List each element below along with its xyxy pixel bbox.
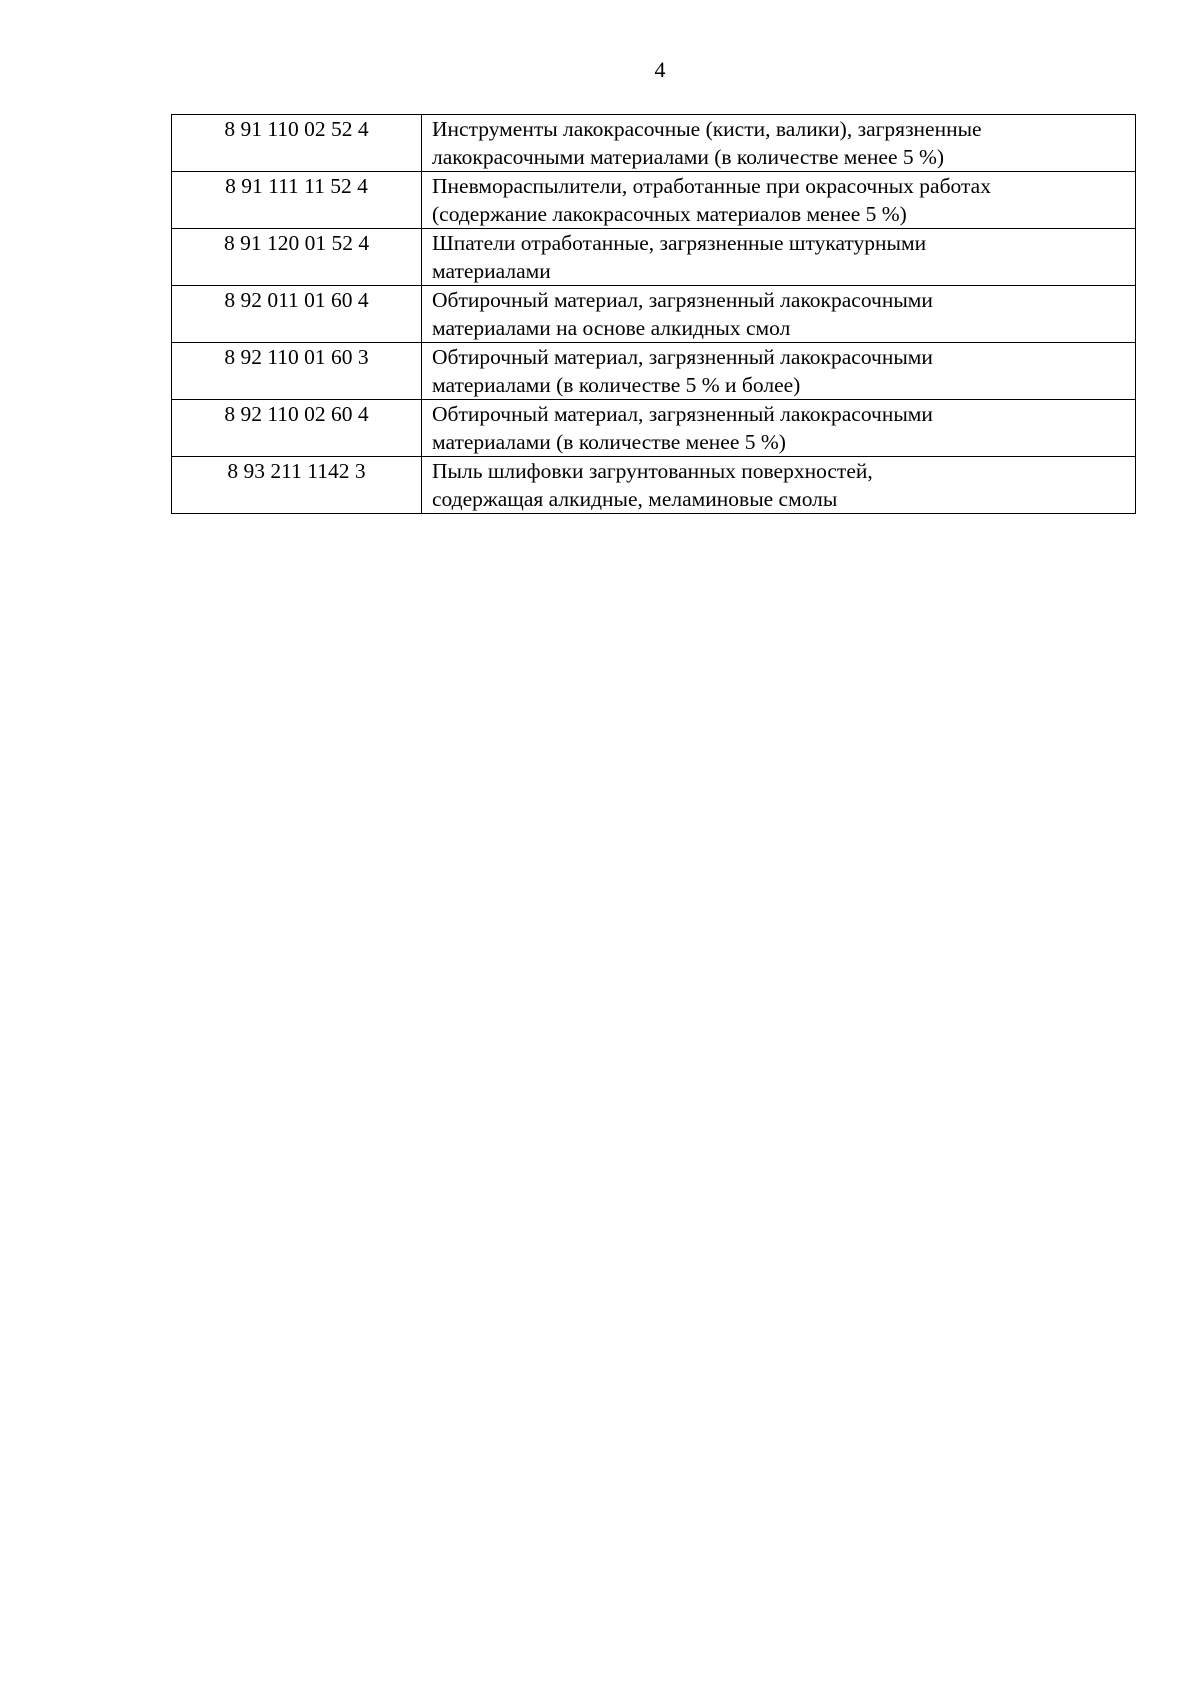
waste-name-line: Пневмораспылители, отработанные при окрасочных работах [432, 174, 991, 198]
table-row [172, 115, 1136, 172]
page-number: 4 [654, 57, 666, 82]
table-row [172, 229, 1136, 286]
waste-name-line: Инструменты лакокрасочные (кисти, валики), загрязненные [432, 117, 982, 141]
waste-name-cell [422, 229, 1136, 286]
waste-name-line: Обтирочный материал, загрязненный лакокрасочными [432, 402, 933, 426]
waste-name-cell [422, 286, 1136, 343]
waste-name-line: содержащая алкидные, меламиновые смолы [432, 487, 838, 511]
waste-name-line: Обтирочный материал, загрязненный лакокрасочными [432, 288, 933, 312]
waste-code-cell: 8 91 120 01 52 4 [172, 229, 422, 286]
waste-code-cell: 8 92 011 01 60 4 [172, 286, 422, 343]
waste-name-line: Шпатели отработанные, загрязненные штукатурными [432, 231, 927, 255]
waste-code-cell: 8 92 110 02 60 4 [172, 400, 422, 457]
waste-name-line: материалами на основе алкидных смол [432, 316, 791, 340]
waste-code-cell: 8 93 211 1142 3 [172, 457, 422, 514]
waste-name-line: (содержание лакокрасочных материалов менее 5 %) [432, 202, 907, 226]
waste-name-line: Пыль шлифовки загрунтованных поверхностей, [432, 459, 873, 483]
table-row [172, 286, 1136, 343]
table-row [172, 172, 1136, 229]
waste-name-line: материалами (в количестве менее 5 %) [432, 430, 786, 454]
waste-name-cell [422, 172, 1136, 229]
waste-codes-table [171, 114, 1136, 514]
waste-code-cell: 8 91 111 11 52 4 [172, 172, 422, 229]
table-row [172, 343, 1136, 400]
waste-name-line: материалами (в количестве 5 % и более) [432, 373, 801, 397]
table-row [172, 400, 1136, 457]
waste-name-line: материалами [432, 259, 551, 283]
waste-name-cell [422, 400, 1136, 457]
waste-code-cell: 8 92 110 01 60 3 [172, 343, 422, 400]
waste-name-cell [422, 115, 1136, 172]
waste-name-line: лакокрасочными материалами (в количестве менее 5 %) [432, 145, 945, 169]
table-row [172, 457, 1136, 514]
waste-name-line: Обтирочный материал, загрязненный лакокрасочными [432, 345, 933, 369]
waste-name-cell [422, 343, 1136, 400]
waste-name-cell [422, 457, 1136, 514]
waste-code-cell: 8 91 110 02 52 4 [172, 115, 422, 172]
